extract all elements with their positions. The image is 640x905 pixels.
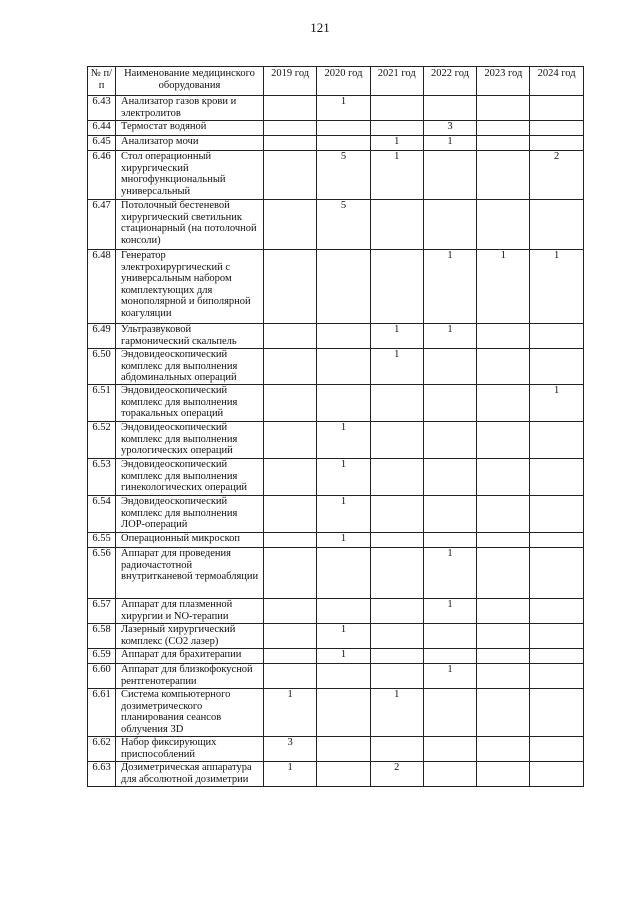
quantity-cell-2021 [370, 624, 423, 649]
equipment-name: Набор фиксирующих приспособлений [116, 737, 264, 762]
quantity-cell-2023 [477, 599, 530, 624]
quantity-cell-2019 [264, 649, 317, 664]
quantity-cell-2024 [530, 737, 583, 762]
equipment-name: Операционный микроскоп [116, 533, 264, 548]
quantity-cell-2022 [423, 649, 476, 664]
quantity-cell-2019 [264, 422, 317, 459]
quantity-cell-2023 [477, 649, 530, 664]
table-header-row [88, 67, 584, 96]
quantity-cell-2021: 1 [370, 349, 423, 385]
equipment-name: Стол операционный хирургический многофункциональный универсальный [116, 151, 264, 200]
quantity-cell-2021 [370, 649, 423, 664]
page-number: 121 [310, 20, 330, 35]
quantity-cell-2024 [530, 136, 583, 151]
quantity-cell-2020: 1 [317, 624, 370, 649]
quantity-cell-2022: 1 [423, 664, 476, 689]
quantity-cell-2020 [317, 250, 370, 324]
quantity-cell-2022 [423, 459, 476, 496]
quantity-cell-2023 [477, 121, 530, 136]
quantity-cell-2020 [317, 136, 370, 151]
row-number: 6.50 [88, 349, 116, 385]
quantity-cell-2019 [264, 349, 317, 385]
quantity-cell-2022 [423, 349, 476, 385]
quantity-cell-2020 [317, 385, 370, 422]
table-row [88, 496, 584, 533]
quantity-cell-2024 [530, 664, 583, 689]
equipment-name: Лазерный хирургический комплекс (СО2 лазер) [116, 624, 264, 649]
quantity-cell-2021 [370, 96, 423, 121]
quantity-cell-2024 [530, 459, 583, 496]
row-number: 6.48 [88, 250, 116, 324]
quantity-cell-2024 [530, 422, 583, 459]
quantity-cell-2021: 1 [370, 136, 423, 151]
equipment-name: Потолочный бестеневой хирургический светильник стационарный (на потолочной консоли) [116, 200, 264, 250]
equipment-name: Эндовидеоскопический комплекс для выполнения ЛОР-операций [116, 496, 264, 533]
quantity-cell-2021 [370, 250, 423, 324]
row-number: 6.49 [88, 324, 116, 349]
quantity-cell-2019 [264, 151, 317, 200]
quantity-cell-2021 [370, 664, 423, 689]
equipment-name: Эндовидеоскопический комплекс для выполнения урологических операций [116, 422, 264, 459]
row-number: 6.52 [88, 422, 116, 459]
table-row [88, 664, 584, 689]
quantity-cell-2024 [530, 200, 583, 250]
quantity-cell-2021 [370, 533, 423, 548]
quantity-cell-2021 [370, 121, 423, 136]
equipment-table [87, 66, 584, 787]
quantity-cell-2019: 1 [264, 689, 317, 737]
quantity-cell-2019 [264, 459, 317, 496]
row-number: 6.46 [88, 151, 116, 200]
table-row [88, 121, 584, 136]
row-number: 6.51 [88, 385, 116, 422]
quantity-cell-2023 [477, 496, 530, 533]
quantity-cell-2023 [477, 349, 530, 385]
quantity-cell-2023 [477, 136, 530, 151]
quantity-cell-2022 [423, 96, 476, 121]
quantity-cell-2019 [264, 121, 317, 136]
table-row [88, 385, 584, 422]
quantity-cell-2020 [317, 121, 370, 136]
quantity-cell-2024 [530, 533, 583, 548]
table-row [88, 548, 584, 599]
equipment-name: Эндовидеоскопический комплекс для выполнения торакальных операций [116, 385, 264, 422]
quantity-cell-2019 [264, 250, 317, 324]
quantity-cell-2024 [530, 324, 583, 349]
quantity-cell-2023 [477, 422, 530, 459]
header-num: № п/п [88, 67, 116, 96]
quantity-cell-2020 [317, 689, 370, 737]
quantity-cell-2019 [264, 385, 317, 422]
table-row [88, 324, 584, 349]
quantity-cell-2023 [477, 548, 530, 599]
quantity-cell-2020: 5 [317, 151, 370, 200]
quantity-cell-2021 [370, 459, 423, 496]
quantity-cell-2022 [423, 737, 476, 762]
quantity-cell-2022: 1 [423, 324, 476, 349]
quantity-cell-2024 [530, 689, 583, 737]
table-row [88, 649, 584, 664]
table-row [88, 96, 584, 121]
row-number: 6.57 [88, 599, 116, 624]
quantity-cell-2020: 1 [317, 533, 370, 548]
header-year-2023: 2023 год [477, 67, 530, 96]
quantity-cell-2019 [264, 599, 317, 624]
table-row [88, 349, 584, 385]
table-row [88, 762, 584, 787]
quantity-cell-2022: 1 [423, 548, 476, 599]
quantity-cell-2022: 1 [423, 599, 476, 624]
quantity-cell-2021: 1 [370, 689, 423, 737]
quantity-cell-2022 [423, 496, 476, 533]
quantity-cell-2021 [370, 496, 423, 533]
quantity-cell-2021: 1 [370, 324, 423, 349]
header-year-2022: 2022 год [423, 67, 476, 96]
row-number: 6.47 [88, 200, 116, 250]
table-row [88, 151, 584, 200]
table-row [88, 136, 584, 151]
table-row [88, 533, 584, 548]
quantity-cell-2023 [477, 737, 530, 762]
quantity-cell-2024: 1 [530, 250, 583, 324]
quantity-cell-2020 [317, 762, 370, 787]
quantity-cell-2024 [530, 496, 583, 533]
row-number: 6.61 [88, 689, 116, 737]
equipment-name: Эндовидеоскопический комплекс для выполнения абдоминальных операций [116, 349, 264, 385]
quantity-cell-2023 [477, 762, 530, 787]
quantity-cell-2020 [317, 664, 370, 689]
quantity-cell-2023 [477, 200, 530, 250]
quantity-cell-2021 [370, 385, 423, 422]
quantity-cell-2022 [423, 762, 476, 787]
quantity-cell-2024 [530, 599, 583, 624]
quantity-cell-2021 [370, 548, 423, 599]
equipment-name: Аппарат для проведения радиочастотной внутритканевой термоабляции [116, 548, 264, 599]
quantity-cell-2023 [477, 324, 530, 349]
quantity-cell-2020: 1 [317, 459, 370, 496]
quantity-cell-2019 [264, 624, 317, 649]
table-row [88, 422, 584, 459]
quantity-cell-2024 [530, 121, 583, 136]
equipment-name: Генератор электрохирургический с универсальным набором комплектующих для монополярной и биполярной коагуляции [116, 250, 264, 324]
quantity-cell-2023 [477, 689, 530, 737]
quantity-cell-2019 [264, 96, 317, 121]
quantity-cell-2024 [530, 548, 583, 599]
quantity-cell-2021 [370, 422, 423, 459]
quantity-cell-2019 [264, 548, 317, 599]
quantity-cell-2023 [477, 385, 530, 422]
quantity-cell-2020 [317, 349, 370, 385]
header-year-2024: 2024 год [530, 67, 583, 96]
row-number: 6.44 [88, 121, 116, 136]
quantity-cell-2020 [317, 324, 370, 349]
quantity-cell-2020: 1 [317, 422, 370, 459]
quantity-cell-2021: 1 [370, 151, 423, 200]
quantity-cell-2024 [530, 349, 583, 385]
table-row [88, 624, 584, 649]
quantity-cell-2023 [477, 459, 530, 496]
equipment-name: Аппарат для плазменной хирургии и NO-терапии [116, 599, 264, 624]
quantity-cell-2021 [370, 737, 423, 762]
equipment-name: Термостат водяной [116, 121, 264, 136]
quantity-cell-2019 [264, 664, 317, 689]
quantity-cell-2022 [423, 200, 476, 250]
quantity-cell-2024 [530, 649, 583, 664]
quantity-cell-2021 [370, 599, 423, 624]
row-number: 6.59 [88, 649, 116, 664]
header-year-2019: 2019 год [264, 67, 317, 96]
row-number: 6.43 [88, 96, 116, 121]
row-number: 6.62 [88, 737, 116, 762]
quantity-cell-2019 [264, 533, 317, 548]
table-row [88, 250, 584, 324]
quantity-cell-2022 [423, 385, 476, 422]
header-name: Наименование медицинского оборудования [116, 67, 264, 96]
table-row [88, 459, 584, 496]
equipment-name: Эндовидеоскопический комплекс для выполнения гинекологических операций [116, 459, 264, 496]
quantity-cell-2024 [530, 624, 583, 649]
quantity-cell-2023: 1 [477, 250, 530, 324]
row-number: 6.58 [88, 624, 116, 649]
quantity-cell-2021 [370, 200, 423, 250]
quantity-cell-2023 [477, 533, 530, 548]
equipment-name: Система компьютерного дозиметрического планирования сеансов облучения 3D [116, 689, 264, 737]
quantity-cell-2023 [477, 664, 530, 689]
row-number: 6.63 [88, 762, 116, 787]
row-number: 6.53 [88, 459, 116, 496]
quantity-cell-2024 [530, 762, 583, 787]
quantity-cell-2023 [477, 151, 530, 200]
quantity-cell-2019: 1 [264, 762, 317, 787]
table-row [88, 599, 584, 624]
quantity-cell-2024 [530, 96, 583, 121]
quantity-cell-2022: 3 [423, 121, 476, 136]
quantity-cell-2020: 1 [317, 649, 370, 664]
quantity-cell-2022: 1 [423, 136, 476, 151]
quantity-cell-2019 [264, 496, 317, 533]
row-number: 6.56 [88, 548, 116, 599]
quantity-cell-2019 [264, 200, 317, 250]
table-row [88, 689, 584, 737]
header-year-2020: 2020 год [317, 67, 370, 96]
table-row [88, 737, 584, 762]
quantity-cell-2020 [317, 737, 370, 762]
quantity-cell-2020: 5 [317, 200, 370, 250]
row-number: 6.60 [88, 664, 116, 689]
row-number: 6.45 [88, 136, 116, 151]
header-year-2021: 2021 год [370, 67, 423, 96]
quantity-cell-2022: 1 [423, 250, 476, 324]
quantity-cell-2024: 1 [530, 385, 583, 422]
equipment-name: Аппарат для брахитерапии [116, 649, 264, 664]
equipment-name: Дозиметрическая аппаратура для абсолютной дозиметрии [116, 762, 264, 787]
quantity-cell-2023 [477, 624, 530, 649]
quantity-cell-2022 [423, 689, 476, 737]
quantity-cell-2020 [317, 548, 370, 599]
quantity-cell-2020: 1 [317, 496, 370, 533]
quantity-cell-2020 [317, 599, 370, 624]
row-number: 6.55 [88, 533, 116, 548]
quantity-cell-2019: 3 [264, 737, 317, 762]
quantity-cell-2021: 2 [370, 762, 423, 787]
equipment-name: Анализатор мочи [116, 136, 264, 151]
table-row [88, 200, 584, 250]
quantity-cell-2022 [423, 422, 476, 459]
equipment-name: Анализатор газов крови и электролитов [116, 96, 264, 121]
quantity-cell-2019 [264, 136, 317, 151]
equipment-name: Аппарат для близкофокусной рентгенотерапии [116, 664, 264, 689]
quantity-cell-2022 [423, 624, 476, 649]
row-number: 6.54 [88, 496, 116, 533]
quantity-cell-2024: 2 [530, 151, 583, 200]
quantity-cell-2019 [264, 324, 317, 349]
quantity-cell-2020: 1 [317, 96, 370, 121]
quantity-cell-2022 [423, 533, 476, 548]
quantity-cell-2023 [477, 96, 530, 121]
equipment-name: Ультразвуковой гармонический скальпель [116, 324, 264, 349]
quantity-cell-2022 [423, 151, 476, 200]
